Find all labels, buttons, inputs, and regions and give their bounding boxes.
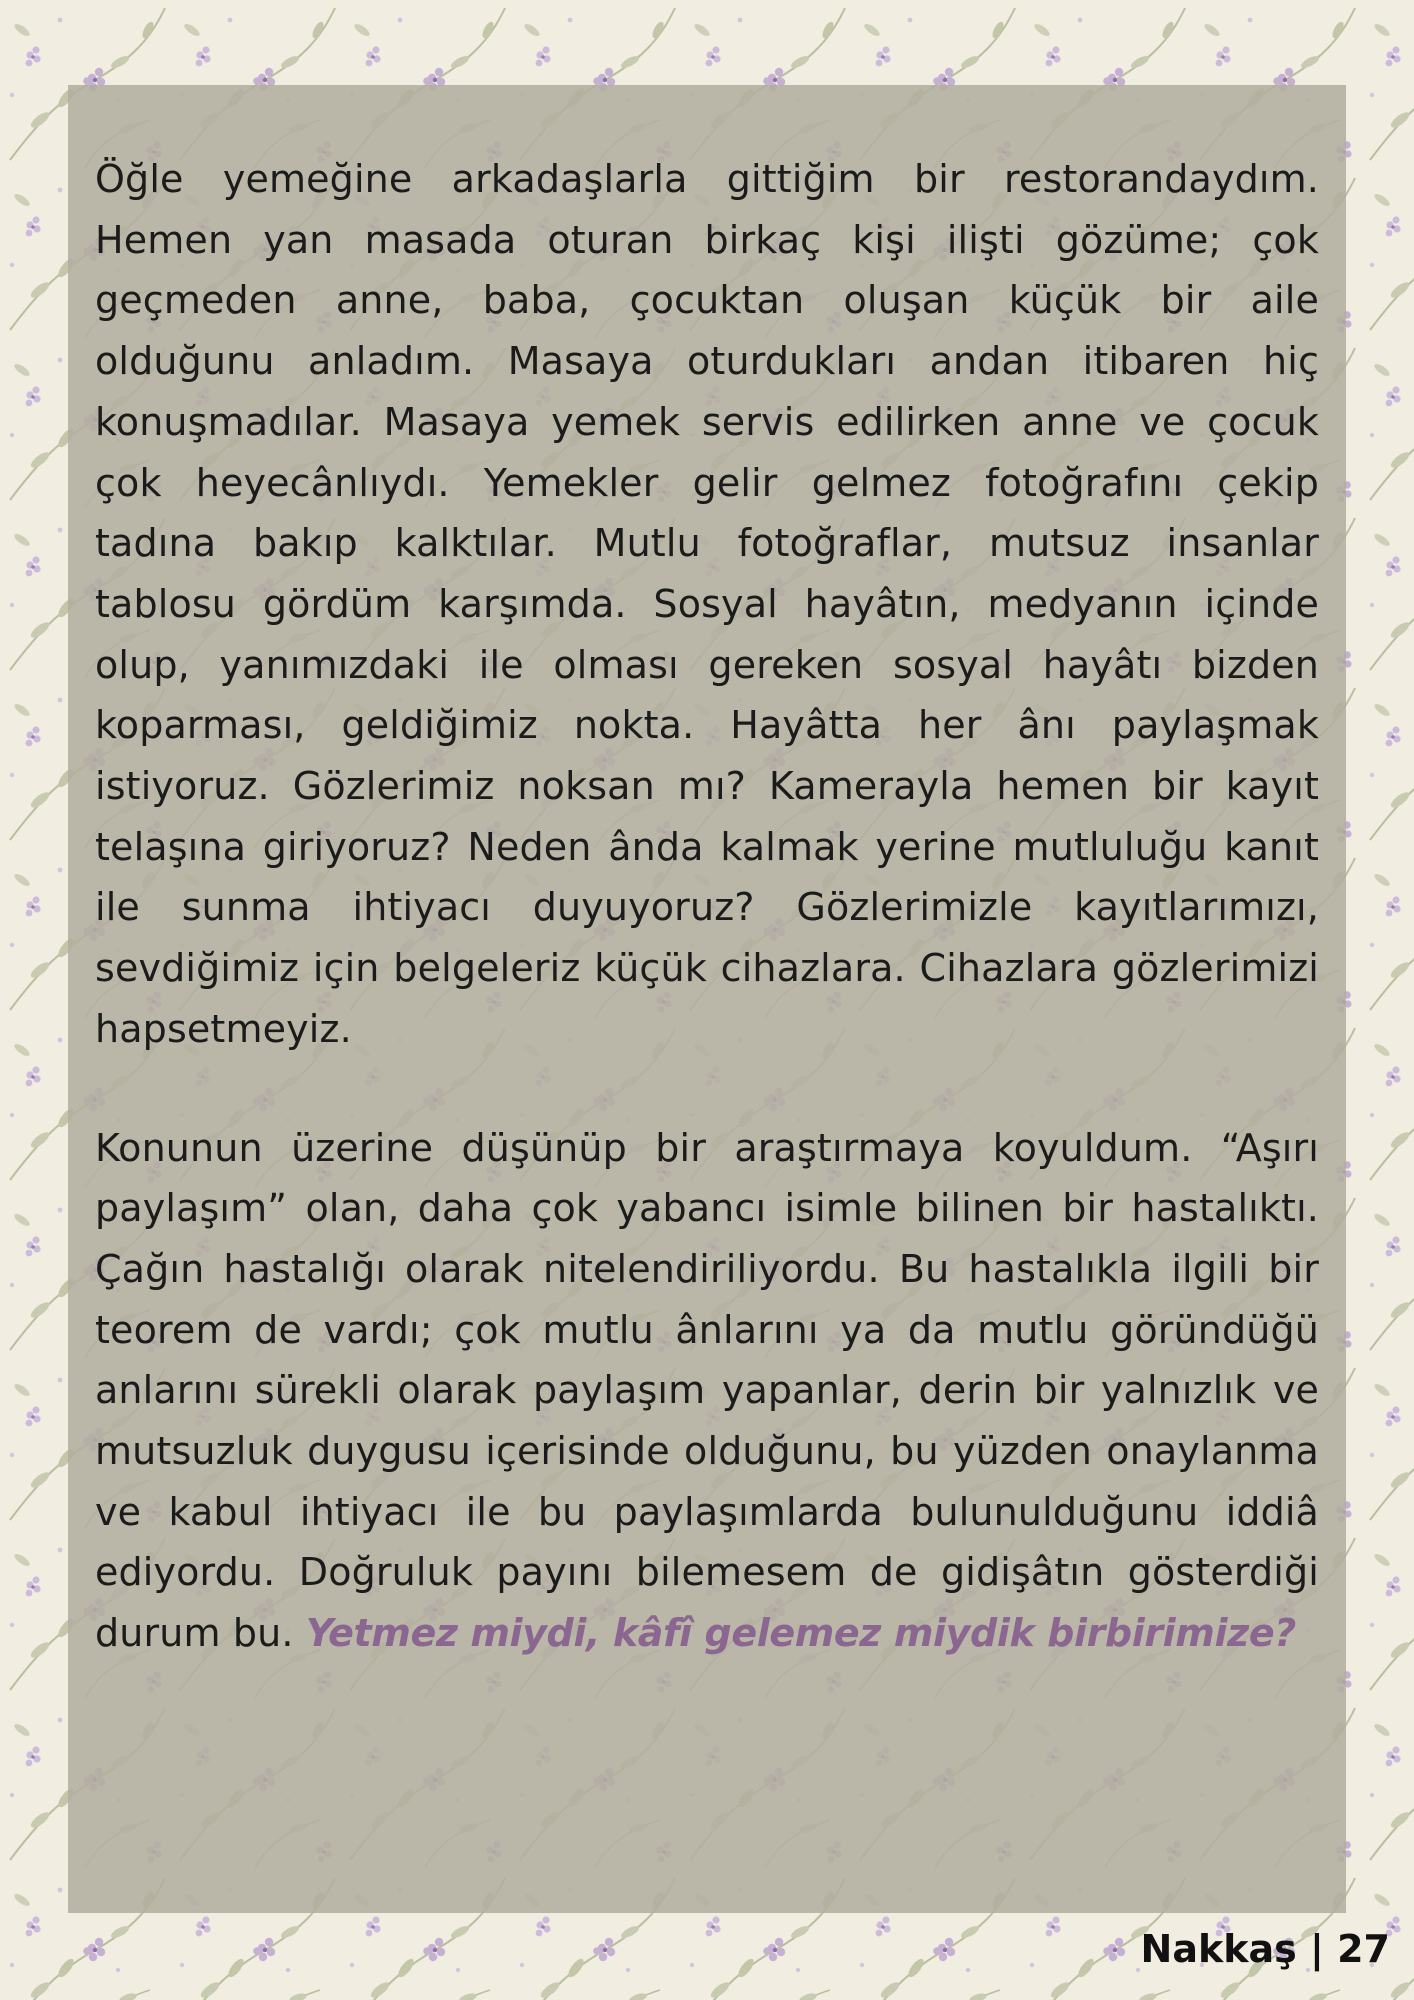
article-panel [68,85,1346,1913]
article-paragraph-1: Öğle yemeğine arkadaşlarla gittiğim bir restorandaydım. Hemen yan masada oturan birkaç kişi ilişti gözüme; çok geçmeden anne, baba, çocuktan oluşan küçük bir aile olduğunu anladım. Masaya oturdukları andan itibaren hiç konuşmadılar. Masaya yemek servis edilirken anne ve çocuk çok heyecânlıydı. Yemekler gelir gelmez fotoğrafını çekip tadına bakıp kalktılar. Mutlu fotoğraflar, mutsuz insanlar tablosu gördüm karşımda. Sosyal hayâtın, medyanın içinde olup, yanımızdaki ile olması gereken sosyal hayâtı bizden koparması, geldiğimiz nokta. Hayâtta her ânı paylaşmak istiyoruz. Gözlerimiz noksan mı? Kamerayla hemen bir kayıt telaşına giriyoruz? Neden ânda kalmak yerine mutluluğu kanıt ile sunma ihtiyacı duyuyoruz? Gözlerimizle kayıtlarımızı, sevdiğimiz için belgeleriz küçük cihazlara. Cihazlara gözlerimizi hapsetmeyiz. [95,157,1319,1051]
closing-question: Yetmez miydi, kâfî gelemez miydik birbirimize? [305,1611,1296,1656]
article-paragraph-2 [95,1118,1319,1664]
page-footer: Nakkaş | 27 [1140,1927,1390,1971]
article-paragraph-2-text: Konunun üzerine düşünüp bir araştırmaya koyuldum. “Aşırı paylaşım” olan, daha çok yabancı isimle bilinen bir hastalıktı. Çağın hastalığı olarak nitelendiriliyordu. Bu hastalıkla ilgili bir teorem de vardı; çok mutlu ânlarını ya da mutlu göründüğü anlarını sürekli olarak paylaşım yapanlar, derin bir yalnızlık ve mutsuzluk duygusu içerisinde olduğunu, bu yüzden onaylanma ve kabul ihtiyacı ile bu paylaşımlarda bulunulduğunu iddiâ ediyordu. Doğruluk payını bilemesem de gidişâtın gösterdiği durum bu. [95,1125,1319,1656]
